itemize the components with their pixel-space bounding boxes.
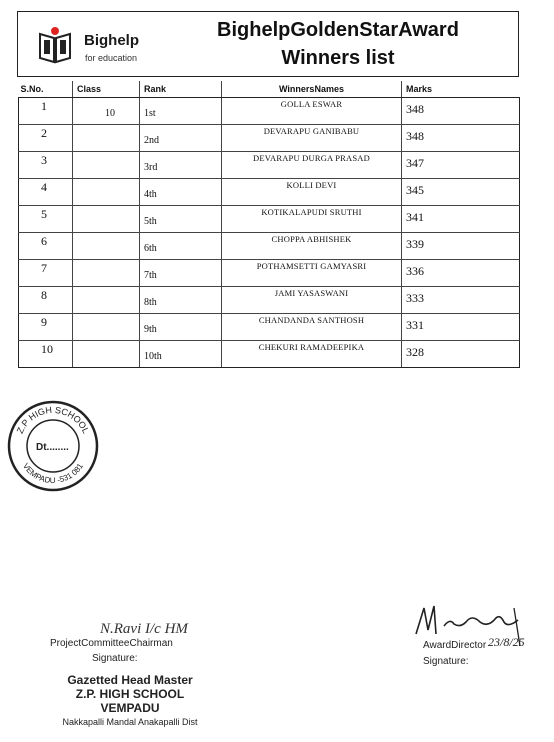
document-title: BighelpGoldenStarAward <box>217 19 459 41</box>
table-row <box>19 98 520 125</box>
rank-cell-text: 3rd <box>144 162 158 173</box>
chairman-title: ProjectCommitteeChairman <box>50 638 173 649</box>
class-cell <box>73 314 140 341</box>
winner-name-cell: DEVARAPU DURGA PRASAD <box>222 152 402 179</box>
column-header-class: Class <box>73 81 140 98</box>
chairman-signature-scribble <box>100 615 220 639</box>
svg-text:23/8/25: 23/8/25 <box>488 635 525 649</box>
seal-center-text: Dt........ <box>36 442 69 453</box>
class-cell <box>73 98 140 125</box>
rank-cell-text: 2nd <box>144 135 159 146</box>
rank-cell-text: 7th <box>144 270 157 281</box>
class-cell <box>73 206 140 233</box>
rank-cell-text: 5th <box>144 216 157 227</box>
class-cell-text: 10 <box>105 108 115 119</box>
marks-cell: 331 <box>402 314 520 341</box>
rank-cell <box>140 125 222 152</box>
sno-cell: 2 <box>19 125 73 152</box>
sno-cell: 5 <box>19 206 73 233</box>
rank-cell-text: 1st <box>144 108 156 119</box>
table-row <box>19 233 520 260</box>
winner-name-cell: CHEKURI RAMADEEPIKA <box>222 341 402 368</box>
rank-cell <box>140 341 222 368</box>
column-header-rank: Rank <box>140 81 222 98</box>
rank-cell-text: 4th <box>144 189 157 200</box>
headmaster-stamp <box>50 673 210 727</box>
chairman-signature-label: Signature: <box>92 653 138 664</box>
winner-name-cell: POTHAMSETTI GAMYASRI <box>222 260 402 287</box>
marks-cell: 336 <box>402 260 520 287</box>
rank-cell-text: 8th <box>144 297 157 308</box>
marks-cell: 347 <box>402 152 520 179</box>
rank-cell <box>140 98 222 125</box>
winner-name-cell: KOTIKALAPUDI SRUTHI <box>222 206 402 233</box>
stamp-line-1: Gazetted Head Master <box>67 673 193 687</box>
school-seal-stamp <box>6 396 100 492</box>
rank-cell <box>140 314 222 341</box>
rank-cell-text: 10th <box>144 351 162 362</box>
seal-bottom-text: VEMPADU -531 081 <box>21 461 85 486</box>
logo-tagline: for education <box>85 53 138 63</box>
sno-cell: 7 <box>19 260 73 287</box>
stamp-line-2: Z.P. HIGH SCHOOL <box>75 687 185 701</box>
book-logo-icon <box>38 26 72 64</box>
rank-cell <box>140 152 222 179</box>
winner-name-cell: KOLLI DEVI <box>222 179 402 206</box>
rank-cell-text: 9th <box>144 324 157 335</box>
marks-cell: 328 <box>402 341 520 368</box>
marks-cell: 333 <box>402 287 520 314</box>
rank-cell <box>140 287 222 314</box>
class-cell <box>73 260 140 287</box>
document-header <box>17 11 519 77</box>
document-subtitle: Winners list <box>281 47 395 69</box>
sno-cell: 6 <box>19 233 73 260</box>
column-header-marks: Marks <box>402 81 520 98</box>
table-row <box>19 341 520 368</box>
class-cell <box>73 233 140 260</box>
winner-name-cell: CHOPPA ABHISHEK <box>222 233 402 260</box>
award-director-signature-label: Signature: <box>423 656 469 667</box>
marks-cell: 348 <box>402 125 520 152</box>
award-director-title: AwardDirector <box>423 640 487 651</box>
winners-table <box>18 81 520 368</box>
seal-top-text: Z.P HIGH SCHOOL <box>14 404 92 436</box>
rank-cell <box>140 260 222 287</box>
winner-name-cell: CHANDANDA SANTHOSH <box>222 314 402 341</box>
marks-cell: 341 <box>402 206 520 233</box>
winner-name-cell: GOLLA ESWAR <box>222 98 402 125</box>
table-row <box>19 206 520 233</box>
table-row <box>19 314 520 341</box>
marks-cell: 348 <box>402 98 520 125</box>
column-header-sno: S.No. <box>19 81 73 98</box>
award-director-signature-block <box>410 600 554 670</box>
sno-cell: 4 <box>19 179 73 206</box>
stamp-line-4: Nakkapalli Mandal Anakapalli Dist <box>62 717 198 727</box>
class-cell <box>73 179 140 206</box>
table-row <box>19 152 520 179</box>
table-row <box>19 260 520 287</box>
class-cell <box>73 287 140 314</box>
table-row <box>19 179 520 206</box>
table-body <box>19 98 520 368</box>
logo-brand-name: Bighelp <box>84 32 139 49</box>
chairman-signature-block <box>40 615 230 735</box>
sno-cell: 3 <box>19 152 73 179</box>
winner-name-cell: DEVARAPU GANIBABU <box>222 125 402 152</box>
rank-cell-text: 6th <box>144 243 157 254</box>
winner-name-cell: JAMI YASASWANI <box>222 287 402 314</box>
rank-cell <box>140 179 222 206</box>
rank-cell <box>140 233 222 260</box>
table-row <box>19 125 520 152</box>
sno-cell: 10 <box>19 341 73 368</box>
sno-cell: 8 <box>19 287 73 314</box>
svg-text:N.Ravi I/c HM: N.Ravi I/c HM <box>100 621 188 637</box>
sno-cell: 1 <box>19 98 73 125</box>
marks-cell: 339 <box>402 233 520 260</box>
sno-cell: 9 <box>19 314 73 341</box>
rank-cell <box>140 206 222 233</box>
table-row <box>19 287 520 314</box>
stamp-line-3: VEMPADU <box>100 701 160 715</box>
bighelp-logo <box>34 23 154 73</box>
class-cell <box>73 152 140 179</box>
table-header <box>19 81 520 98</box>
class-cell <box>73 341 140 368</box>
marks-cell: 345 <box>402 179 520 206</box>
column-header-name: WinnersNames <box>222 81 402 98</box>
class-cell <box>73 125 140 152</box>
